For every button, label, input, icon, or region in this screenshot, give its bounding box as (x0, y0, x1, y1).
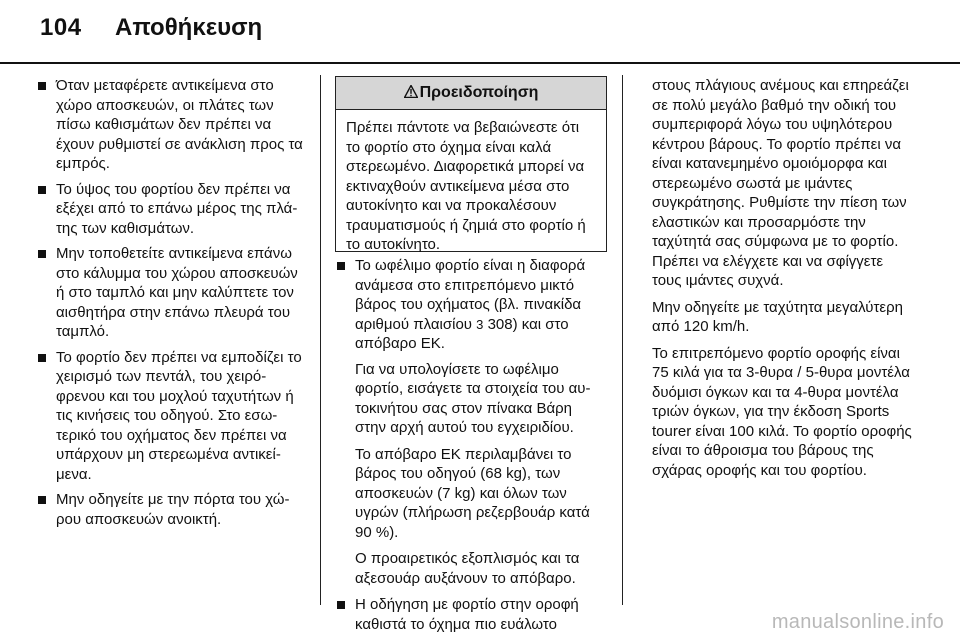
header-divider (0, 62, 960, 64)
column-divider (622, 75, 623, 605)
warning-text: Πρέπει πάντοτε να βεβαιώνεστε ότι το φορτίο στο όχημα είναι καλά στερεωμένο. Διαφορετικά μπορεί να εκτιναχθούν αντικείμενα μέσα στο αυτοκίνητο και να προκαλέσουν τραυματισμούς ή ζημιά στο φορτίο ή το αυτοκίνητο. (346, 119, 586, 253)
list-item-text: 308) και στο απόβαρο ΕΚ. (355, 315, 569, 352)
page-number: 104 (40, 14, 82, 41)
paragraph: στους πλάγιους ανέμους και επηρεάζει σε πολύ μεγάλο βαθμό την οδική του συμπεριφορά λόγω του υψηλότερου κέντρου βάρους. Το φορτίο πρέπει να είναι κατανεμημένο ομοιόμορφα και στερεωμένο σωστά με ιμάντες συγκράτησης. Ρυθμίστε την πίεση των ελαστικών και προσαρμόστε την ταχύτητά σας σύμφωνα με το φορτίο. Πρέπει να ελέγχετε και να σφίγγετε τους ιμάντες συχνά. (652, 77, 909, 289)
list-item (335, 256, 605, 354)
column-left (36, 76, 306, 535)
warning-heading-text: Προειδοποίηση (419, 84, 539, 101)
list-item: Η οδήγηση με φορτίο στην οροφή καθιστά το όχημα πιο ευάλωτο (335, 595, 605, 634)
column-right (652, 76, 912, 487)
list-item: Μην οδηγείτε με την πόρτα του χώρου αποσκευών ανοικτή. (36, 490, 306, 529)
column-middle (335, 256, 605, 640)
paragraph: Για να υπολογίσετε το ωφέλιμο φορτίο, εισάγετε τα στοιχεία του αυτοκινήτου σας στον πίνακα Βάρη στην αρχή αυτού του εγχειριδίου. (355, 360, 591, 436)
page-title: Αποθήκευση (115, 14, 263, 41)
paragraph: Το απόβαρο ΕΚ περιλαμβάνει το βάρος του οδηγού (68 kg), των αποσκευών (7 kg) και όλων των υγρών (πλήρωση ρεζερβουάρ κατά 90 %). (355, 445, 590, 541)
paragraph: Ο προαιρετικός εξοπλισμός και τα αξεσουάρ αυξάνουν το απόβαρο. (355, 550, 580, 587)
paragraph: Μην οδηγείτε με ταχύτητα μεγαλύτερη από 120 km/h. (652, 298, 903, 335)
list-item: Όταν μεταφέρετε αντικείμενα στο χώρο αποσκευών, οι πλάτες των πίσω καθισμάτων δεν πρέπει να έχουν ρυθμιστεί σε ανάκλιση προς τα εμπρός. (36, 76, 306, 174)
list-item-text: Το ωφέλιμο φορτίο είναι η διαφορά ανάμεσα στο επιτρεπόμενο μικτό βάρος του οχήματος (βλ. πινακίδα αριθμού πλαισίου (355, 257, 586, 333)
column-divider (320, 75, 321, 605)
list-item: Το φορτίο δεν πρέπει να εμποδίζει το χειρισμό των πεντάλ, του χειρόφρενου και του μοχλού ταχυτήτων ή τις κινήσεις του οδηγού. Στο εσωτερικό του οχήματος δεν πρέπει να υπάρχουν μη στερεωμένα αντικείμενα. (36, 348, 306, 485)
page-header (0, 0, 960, 62)
page-reference-icon: 3 (476, 316, 484, 332)
paragraph: Το επιτρεπόμενο φορτίο οροφής είναι 75 κιλά για τα 3-θυρα / 5-θυρα μοντέλα δυόμισι όγκων και τα 4-θυρα μοντέλα τριών όγκων, για την έκδοση Sports tourer είναι 100 κιλά. Το φορτίο οροφής είναι το άθροισμα του βάρους της σχάρας οροφής και του φορτίου. (652, 344, 912, 479)
warning-triangle-icon (404, 77, 418, 109)
watermark: manualsonline.info (771, 611, 944, 633)
warning-heading (336, 77, 606, 110)
list-item: Μην τοποθετείτε αντικείμενα επάνω στο κάλυμμα του χώρου αποσκευών ή στο ταμπλό και μην καλύπτετε τον αισθητήρα στην επάνω πλευρά του ταμπλό. (36, 244, 306, 342)
list-item: Το ύψος του φορτίου δεν πρέπει να εξέχει από το επάνω μέρος της πλάτης των καθισμάτων. (36, 180, 306, 239)
warning-box (335, 76, 607, 252)
